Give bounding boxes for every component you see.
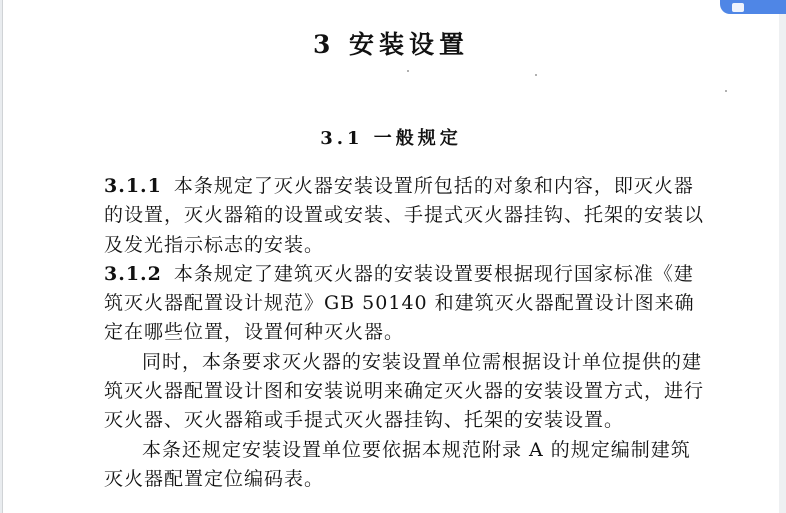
chapter-title: 3 安装设置 [312, 30, 470, 59]
scan-speck [725, 90, 727, 92]
scan-speck [535, 74, 537, 76]
document-page[interactable] [2, 0, 780, 513]
clause-3-1-2 [104, 260, 704, 348]
viewer-corner-button[interactable] [720, 0, 786, 14]
body-text [104, 172, 704, 494]
viewer-right-gutter [779, 0, 786, 513]
clause-3-1-1 [104, 172, 704, 260]
paragraph: 本条还规定安装设置单位要依据本规范附录 A 的规定编制建筑灭火器配置定位编码表。 [104, 438, 691, 490]
paragraph: 同时，本条要求灭火器的安装设置单位需根据设计单位提供的建筑灭火器配置设计图和安装说明来确定灭火器的安装设置方式，进行灭火器、灭火器箱或手提式灭火器挂钩、托架的安装设置。 [104, 350, 705, 432]
section-title: 3.1 一般规定 [320, 128, 462, 149]
clause-text: 本条规定了灭火器安装设置所包括的对象和内容，即灭火器的设置，灭火器箱的设置或安装、手提式灭火器挂钩、托架的安装以及发光指示标志的安装。 [104, 175, 705, 256]
document-icon [732, 3, 744, 12]
scan-speck [407, 70, 409, 72]
clause-text: 本条规定了建筑灭火器的安装设置要根据现行国家标准《建筑灭火器配置设计规范》GB 50140 和建筑灭火器配置设计图来确定在哪些位置，设置何种灭火器。 [104, 262, 695, 344]
clause-number: 3.1.2 [104, 262, 162, 285]
clause-number: 3.1.1 [104, 175, 162, 197]
